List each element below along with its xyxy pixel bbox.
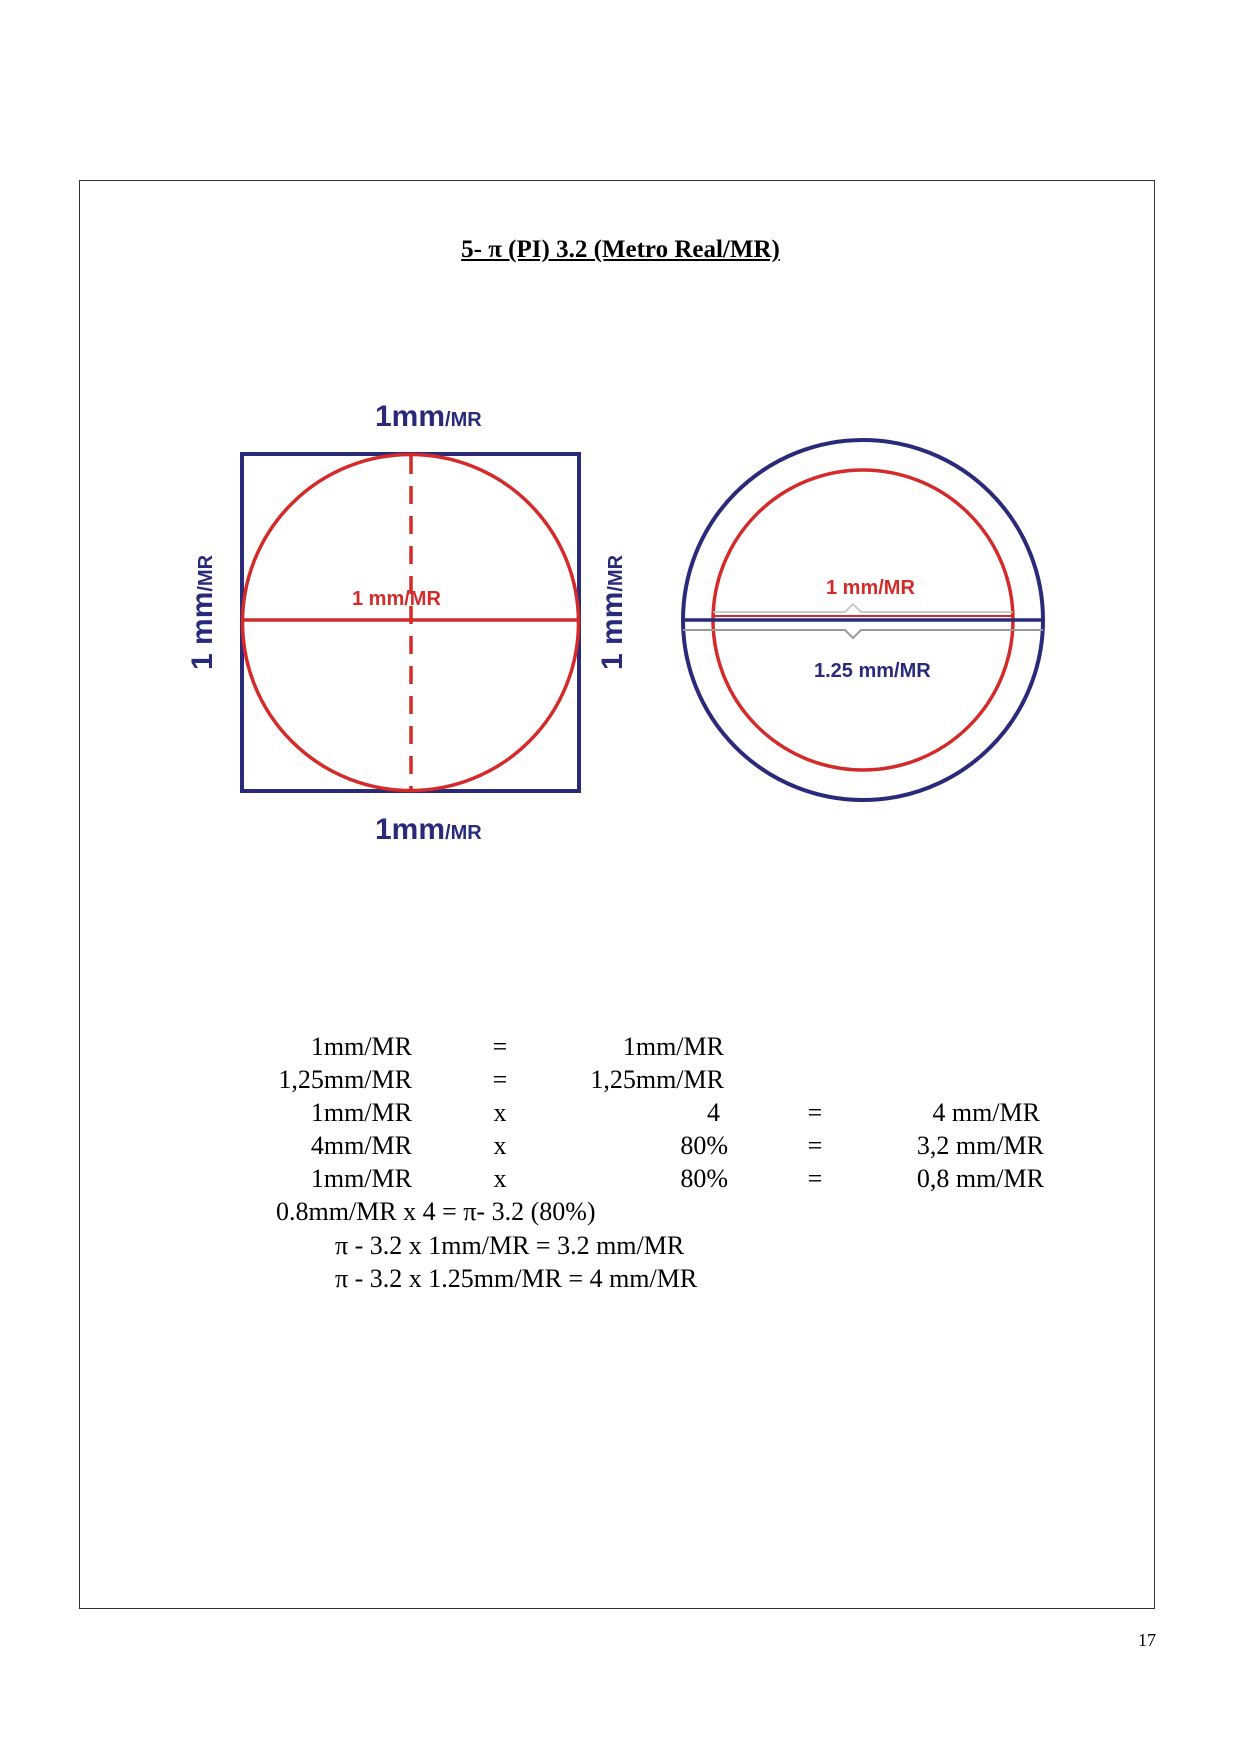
eq-operator: =: [492, 1032, 508, 1061]
eq-result: 4 mm/MR: [932, 1098, 1040, 1127]
eq-result: 3,2 mm/MR: [916, 1131, 1044, 1160]
eq-left: 1,25mm/MR: [278, 1065, 412, 1094]
eq-right: 1mm/MR: [622, 1032, 724, 1061]
formula-line: π - 3.2 x 1.25mm/MR = 4 mm/MR: [335, 1264, 698, 1293]
eq-equals: =: [807, 1098, 823, 1127]
formula-line: π - 3.2 x 1mm/MR = 3.2 mm/MR: [335, 1231, 685, 1260]
square-figure: [186, 400, 629, 846]
eq-right: 1,25mm/MR: [590, 1065, 724, 1094]
square-right-label: 1 mm/MR: [596, 554, 629, 670]
eq-operator: x: [493, 1164, 507, 1193]
circle-outer-label: 1.25 mm/MR: [814, 660, 931, 682]
eq-right: 80%: [680, 1164, 728, 1193]
eq-equals: =: [807, 1164, 823, 1193]
inner-diameter-marker: [713, 604, 1013, 612]
square-left-label: 1 mm/MR: [186, 554, 219, 670]
eq-left: 1mm/MR: [310, 1032, 412, 1061]
eq-left: 4mm/MR: [310, 1131, 412, 1160]
formula-line: 0.8mm/MR x 4 = π- 3.2 (80%): [276, 1197, 596, 1226]
eq-operator: x: [493, 1098, 507, 1127]
square-bottom-label: 1mm/MR: [375, 813, 482, 846]
eq-right: 80%: [680, 1131, 728, 1160]
page-number: 17: [1138, 1630, 1156, 1650]
eq-left: 1mm/MR: [310, 1164, 412, 1193]
eq-equals: =: [807, 1131, 823, 1160]
square-center-label: 1 mm/MR: [352, 588, 441, 610]
circle-figure: [683, 440, 1043, 800]
square-top-label: 1mm/MR: [375, 400, 482, 433]
eq-right: 4: [707, 1098, 720, 1127]
page-title: 5- π (PI) 3.2 (Metro Real/MR): [461, 236, 780, 263]
eq-left: 1mm/MR: [310, 1098, 412, 1127]
eq-operator: =: [492, 1065, 508, 1094]
circle-inner-label: 1 mm/MR: [826, 577, 915, 599]
eq-operator: x: [493, 1131, 507, 1160]
outer-diameter-marker: [683, 630, 1043, 638]
eq-result: 0,8 mm/MR: [916, 1164, 1044, 1193]
